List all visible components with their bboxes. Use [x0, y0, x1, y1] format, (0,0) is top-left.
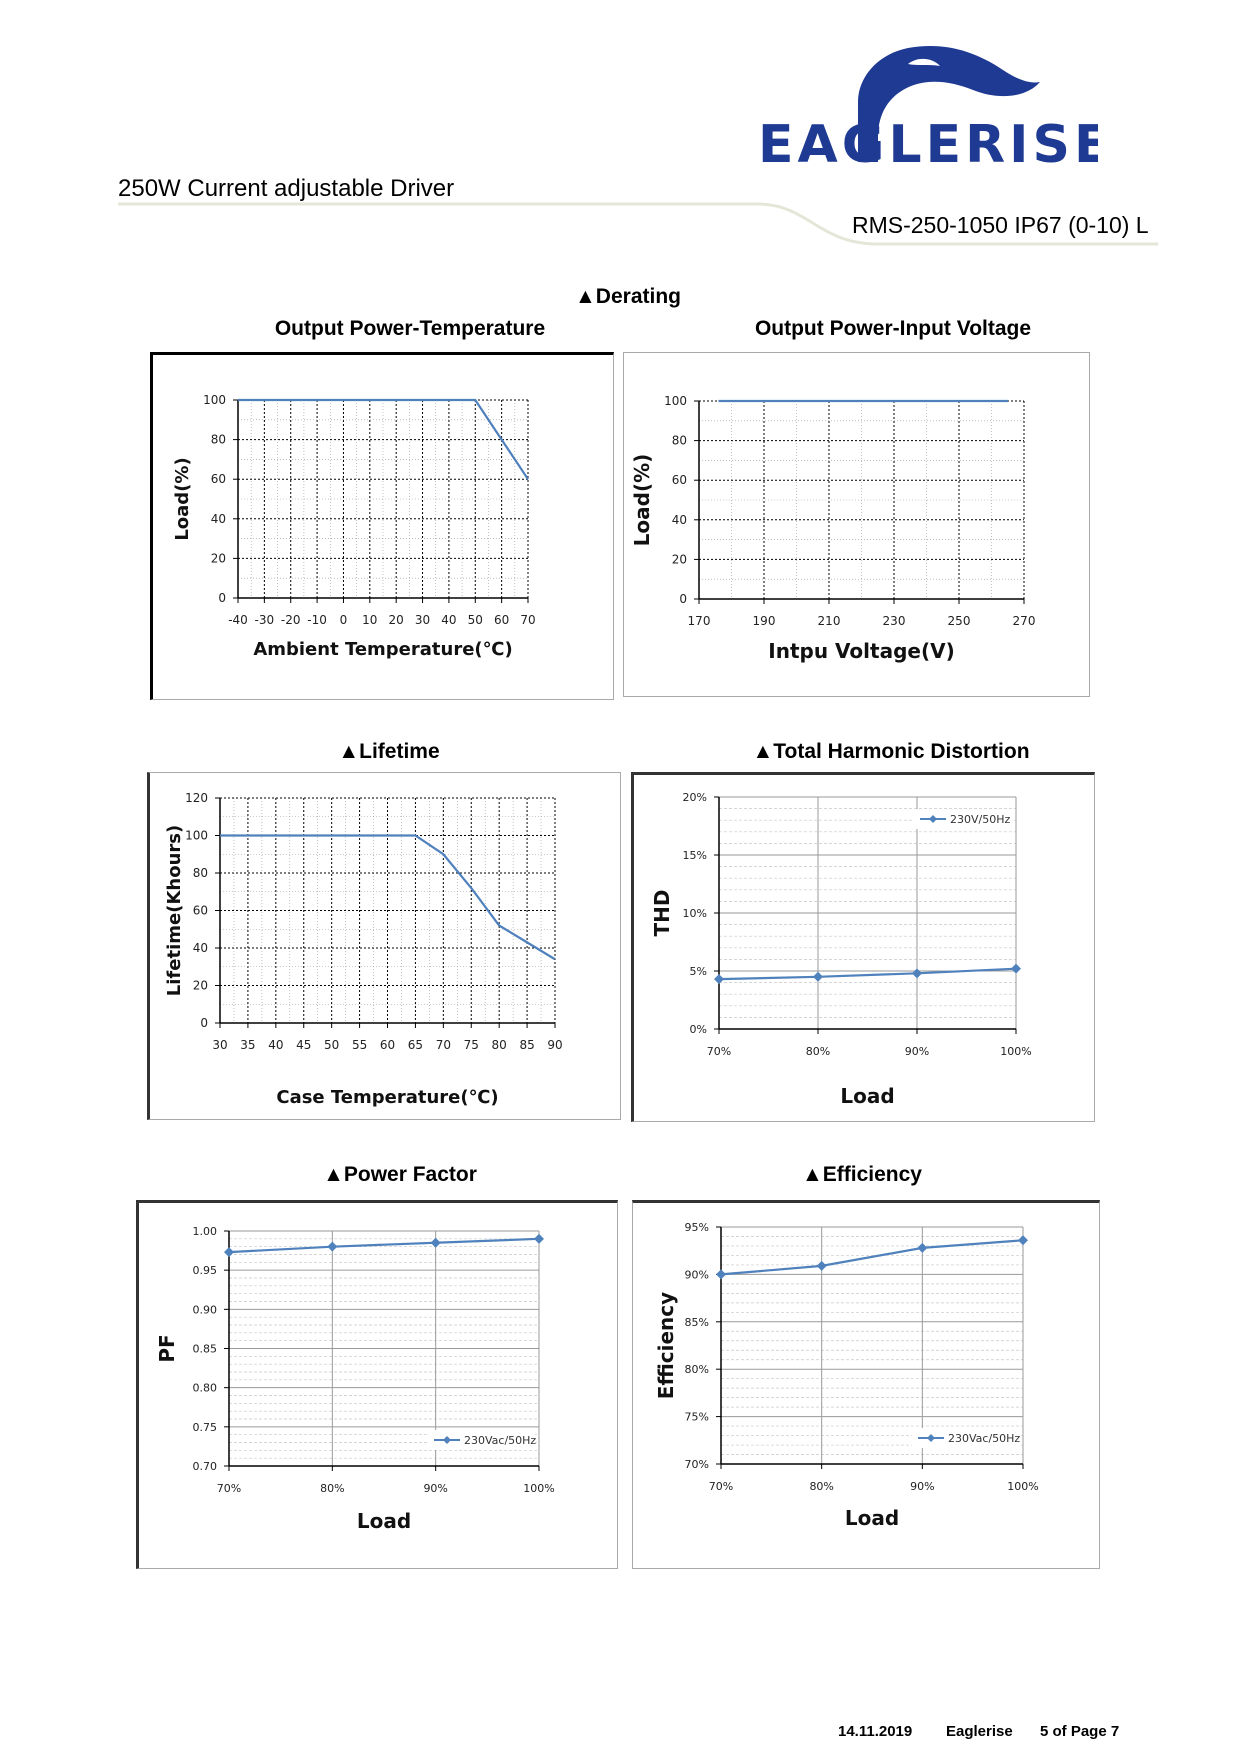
legend-label: 230V/50Hz [950, 813, 1011, 826]
x-axis-label: Load [844, 1506, 900, 1530]
x-tick-label: -10 [307, 613, 327, 627]
x-axis-label: Load [356, 1509, 412, 1533]
y-tick-label: 0.75 [192, 1420, 217, 1434]
x-tick-label: 80% [320, 1482, 345, 1495]
x-tick-label: 50 [324, 1038, 340, 1052]
y-tick-label: 60 [192, 903, 208, 918]
section-efficiency: ▲Efficiency [802, 1163, 922, 1186]
y-axis-label: PF [155, 1334, 179, 1363]
x-tick-label: 35 [240, 1038, 256, 1052]
chart-svg [150, 773, 620, 1119]
y-tick-label: 0 [200, 1016, 208, 1030]
chart-efficiency [632, 1200, 1100, 1569]
footer-date: 14.11.2019 [838, 1723, 913, 1740]
x-tick-label: 40 [441, 613, 457, 627]
x-tick-label: 190 [752, 614, 776, 628]
y-tick-label: 70% [684, 1458, 709, 1471]
y-axis-label: Lifetime(Khours) [164, 824, 185, 997]
y-tick-label: 15% [682, 849, 707, 862]
x-tick-label: 100% [1000, 1045, 1032, 1058]
y-axis-label: Efficiency [654, 1291, 678, 1400]
x-tick-label: 230 [882, 614, 906, 628]
y-tick-label: 80 [210, 432, 226, 447]
x-tick-label: 70% [706, 1045, 732, 1058]
y-tick-label: 0% [689, 1023, 707, 1036]
data-point-marker [1018, 1235, 1028, 1245]
y-tick-label: 0.70 [192, 1460, 217, 1473]
y-tick-label: 20 [671, 552, 687, 567]
x-tick-label: 100% [1007, 1480, 1039, 1493]
legend [912, 1428, 1020, 1448]
x-tick-label: 70 [435, 1038, 451, 1052]
x-tick-label: 80 [491, 1038, 507, 1052]
y-axis-label: Load(%) [172, 457, 193, 541]
x-tick-label: 80% [805, 1045, 831, 1058]
legend [428, 1430, 536, 1450]
y-tick-label: 0.95 [192, 1264, 217, 1278]
x-tick-label: 210 [817, 614, 841, 628]
x-tick-label: -20 [280, 613, 301, 627]
x-tick-label: 70% [216, 1482, 242, 1495]
x-tick-label: 30 [414, 613, 431, 627]
y-axis-label: THD [650, 889, 674, 937]
x-axis-label: Load [840, 1084, 895, 1108]
x-tick-label: 45 [296, 1038, 312, 1052]
series-line [229, 1239, 539, 1252]
grid [699, 401, 1024, 599]
y-tick-label: 120 [185, 791, 208, 805]
y-axis-label: Load(%) [630, 453, 654, 547]
y-tick-label: 100 [664, 394, 687, 408]
section-lifetime: ▲Lifetime [338, 740, 440, 763]
y-tick-label: 40 [671, 512, 687, 527]
data-point-marker [431, 1238, 441, 1248]
y-tick-label: 95% [684, 1221, 709, 1234]
y-tick-label: 0 [218, 591, 226, 605]
legend [914, 809, 1012, 829]
chart-output-power-temperature [150, 352, 614, 700]
chart-svg [634, 775, 1094, 1121]
y-tick-label: 90% [684, 1268, 709, 1282]
y-tick-label: 60 [210, 472, 226, 487]
chart-power-factor [136, 1200, 618, 1569]
footer-company: Eaglerise [946, 1723, 1013, 1740]
data-point-marker [1011, 964, 1021, 974]
series-line [721, 1240, 1023, 1274]
chart-svg [153, 355, 613, 699]
x-tick-label: 250 [947, 614, 971, 628]
y-tick-label: 40 [210, 511, 226, 526]
grid [238, 400, 528, 598]
chart-title-power-voltage: Output Power-Input Voltage [754, 317, 1032, 340]
chart-output-power-input-voltage [623, 352, 1090, 697]
y-tick-label: 75% [684, 1410, 709, 1424]
x-tick-label: 100% [523, 1482, 555, 1495]
x-tick-label: -40 [228, 613, 248, 627]
x-tick-label: 60 [379, 1038, 396, 1052]
x-tick-label: 70% [708, 1480, 734, 1493]
x-tick-label: 0 [339, 613, 348, 627]
x-tick-label: 85 [519, 1038, 535, 1052]
x-tick-label: 270 [1012, 614, 1036, 628]
x-axis-label: Case Temperature(℃) [276, 1087, 499, 1108]
data-point-marker [813, 972, 823, 982]
data-point-marker [714, 974, 724, 984]
x-tick-label: 170 [687, 614, 711, 628]
chart-lifetime [147, 772, 621, 1120]
y-tick-label: 40 [192, 941, 208, 955]
section-power-factor: ▲Power Factor [323, 1163, 477, 1186]
x-tick-label: 80% [809, 1480, 834, 1493]
y-tick-label: 100 [185, 828, 208, 843]
y-tick-label: 1.00 [192, 1225, 217, 1238]
chart-title-power-temp: Output Power-Temperature [274, 317, 546, 340]
y-tick-label: 20 [210, 551, 226, 566]
legend-label: 230Vac/50Hz [464, 1434, 537, 1447]
document-title: 250W Current adjustable Driver [118, 175, 455, 202]
y-tick-label: 20 [192, 978, 208, 993]
data-point-marker [716, 1269, 726, 1279]
y-tick-label: 100 [203, 393, 226, 407]
section-thd: ▲Total Harmonic Distortion [752, 740, 1030, 763]
y-tick-label: 80 [192, 866, 208, 880]
chart-svg [624, 353, 1089, 696]
data-point-marker [912, 968, 922, 978]
grid [220, 798, 555, 1023]
y-tick-label: 85% [684, 1315, 709, 1329]
logo-text: EAGLERISE [758, 115, 1098, 172]
chart-total-harmonic-distortion [631, 772, 1095, 1122]
y-tick-label: 10% [682, 907, 707, 920]
x-tick-label: 60 [493, 613, 510, 627]
x-tick-label: 30 [212, 1038, 228, 1052]
data-point-marker [817, 1261, 827, 1271]
series-line [719, 969, 1016, 979]
y-tick-label: 0.85 [192, 1342, 217, 1356]
x-tick-label: -30 [254, 613, 275, 627]
x-tick-label: 20 [388, 613, 404, 627]
chart-svg [633, 1203, 1099, 1568]
chart-svg [139, 1203, 617, 1568]
x-axis-label: Intpu Voltage(V) [768, 639, 955, 663]
y-tick-label: 5% [689, 965, 707, 978]
model-number: RMS-250-1050 IP67 (0-10) L [852, 212, 1149, 238]
y-tick-label: 80% [684, 1363, 709, 1377]
x-tick-label: 90% [904, 1045, 930, 1058]
company-logo [758, 42, 1098, 172]
footer-page-number: 5 of Page 7 [1040, 1723, 1120, 1740]
section-derating: ▲Derating [575, 285, 681, 308]
x-axis-label: Ambient Temperature(℃) [253, 639, 513, 660]
y-tick-label: 60 [671, 473, 687, 488]
x-tick-label: 55 [351, 1038, 368, 1052]
x-tick-label: 70 [520, 613, 536, 627]
data-point-marker [224, 1247, 234, 1257]
x-tick-label: 40 [268, 1038, 284, 1052]
x-tick-label: 65 [407, 1038, 424, 1052]
y-tick-label: 0.90 [192, 1303, 217, 1317]
data-point-marker [534, 1234, 544, 1244]
data-point-marker [327, 1242, 337, 1252]
x-tick-label: 90% [423, 1482, 448, 1495]
y-tick-label: 20% [682, 791, 707, 804]
x-tick-label: 90 [547, 1038, 563, 1052]
x-tick-label: 90% [910, 1480, 935, 1493]
legend-label: 230Vac/50Hz [948, 1432, 1021, 1445]
data-point-marker [917, 1243, 927, 1253]
y-tick-label: 0 [679, 592, 687, 606]
x-tick-label: 50 [467, 613, 483, 627]
x-tick-label: 10 [362, 613, 378, 627]
y-tick-label: 0.80 [192, 1381, 217, 1395]
x-tick-label: 75 [463, 1038, 479, 1052]
grid [719, 797, 1016, 1029]
y-tick-label: 80 [671, 433, 687, 448]
